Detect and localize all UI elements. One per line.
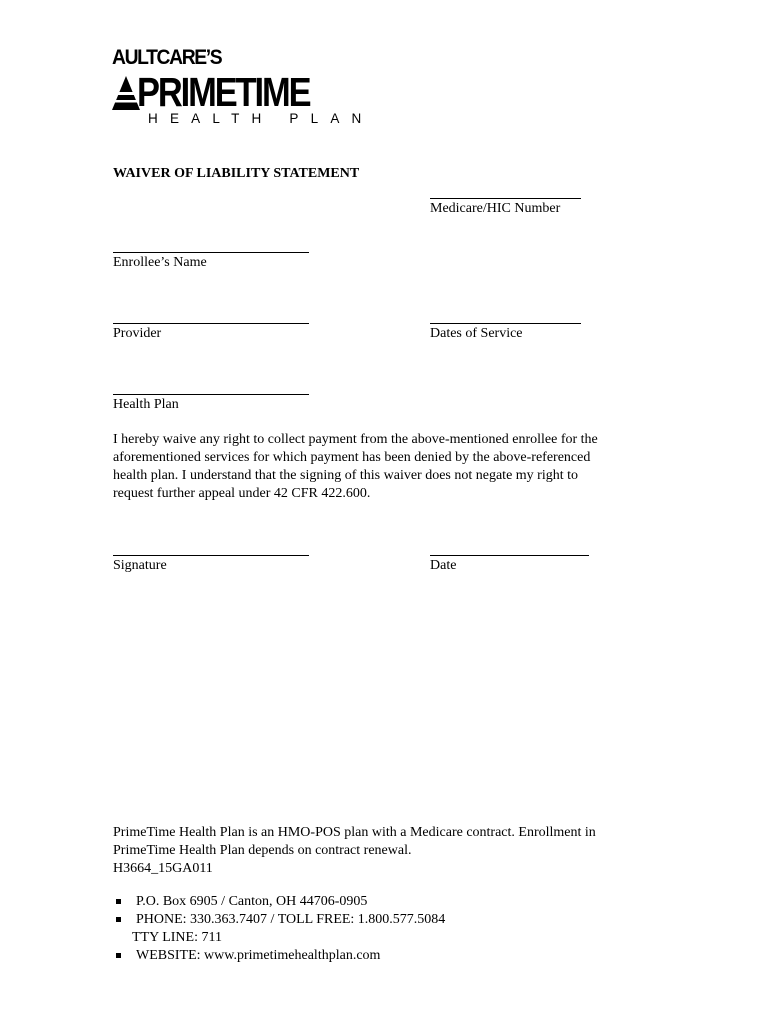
tty-text: TTY LINE: 711 (132, 930, 222, 945)
footer-line: PrimeTime Health Plan is an HMO-POS plan with a Medicare contract. Enrollment in (113, 825, 596, 840)
signature-label: Signature (113, 558, 167, 573)
medicare-number-label: Medicare/HIC Number (430, 201, 561, 216)
dates-of-service-line[interactable] (430, 323, 581, 324)
signature-line[interactable] (113, 555, 309, 556)
address-text: P.O. Box 6905 / Canton, OH 44706-0905 (136, 894, 368, 909)
footer-disclaimer (113, 824, 673, 878)
phone-text: PHONE: 330.363.7407 / TOLL FREE: 1.800.577.5084 (136, 912, 446, 927)
waiver-line: aforementioned services for which payment has been denied by the above-referenced (113, 450, 591, 465)
logo-primetime-text: PRIMETIME (137, 69, 310, 115)
waiver-line: request further appeal under 42 CFR 422.600. (113, 486, 371, 501)
logo-aultcare-text: AULTCARE’S (112, 46, 222, 69)
list-item (113, 947, 445, 965)
bullet-square-icon (116, 899, 121, 904)
bullet-square-icon (116, 953, 121, 958)
logo-health-plan-text: HEALTH PLAN (148, 111, 374, 126)
footer-code: H3664_15GA011 (113, 861, 213, 876)
contact-list (113, 893, 445, 965)
provider-line[interactable] (113, 323, 309, 324)
footer-line: PrimeTime Health Plan depends on contract renewal. (113, 843, 412, 858)
date-line[interactable] (430, 555, 589, 556)
list-item (113, 911, 445, 929)
waiver-line: I hereby waive any right to collect payment from the above-mentioned enrollee for the (113, 432, 598, 447)
enrollee-name-label: Enrollee’s Name (113, 255, 207, 270)
waiver-line: health plan. I understand that the signing of this waiver does not negate my right to (113, 468, 579, 483)
triangle-logo-icon (112, 76, 140, 110)
waiver-statement (113, 431, 653, 503)
enrollee-name-line[interactable] (113, 252, 309, 253)
medicare-number-line[interactable] (430, 198, 581, 199)
bullet-square-icon (116, 917, 121, 922)
form-title: WAIVER OF LIABILITY STATEMENT (113, 166, 360, 181)
list-item (113, 893, 445, 911)
website-text: WEBSITE: www.primetimehealthplan.com (136, 948, 381, 963)
provider-label: Provider (113, 326, 162, 341)
dates-of-service-label: Dates of Service (430, 326, 523, 341)
health-plan-label: Health Plan (113, 397, 179, 412)
date-label: Date (430, 558, 457, 573)
logo-primetime (112, 69, 342, 115)
health-plan-line[interactable] (113, 394, 309, 395)
